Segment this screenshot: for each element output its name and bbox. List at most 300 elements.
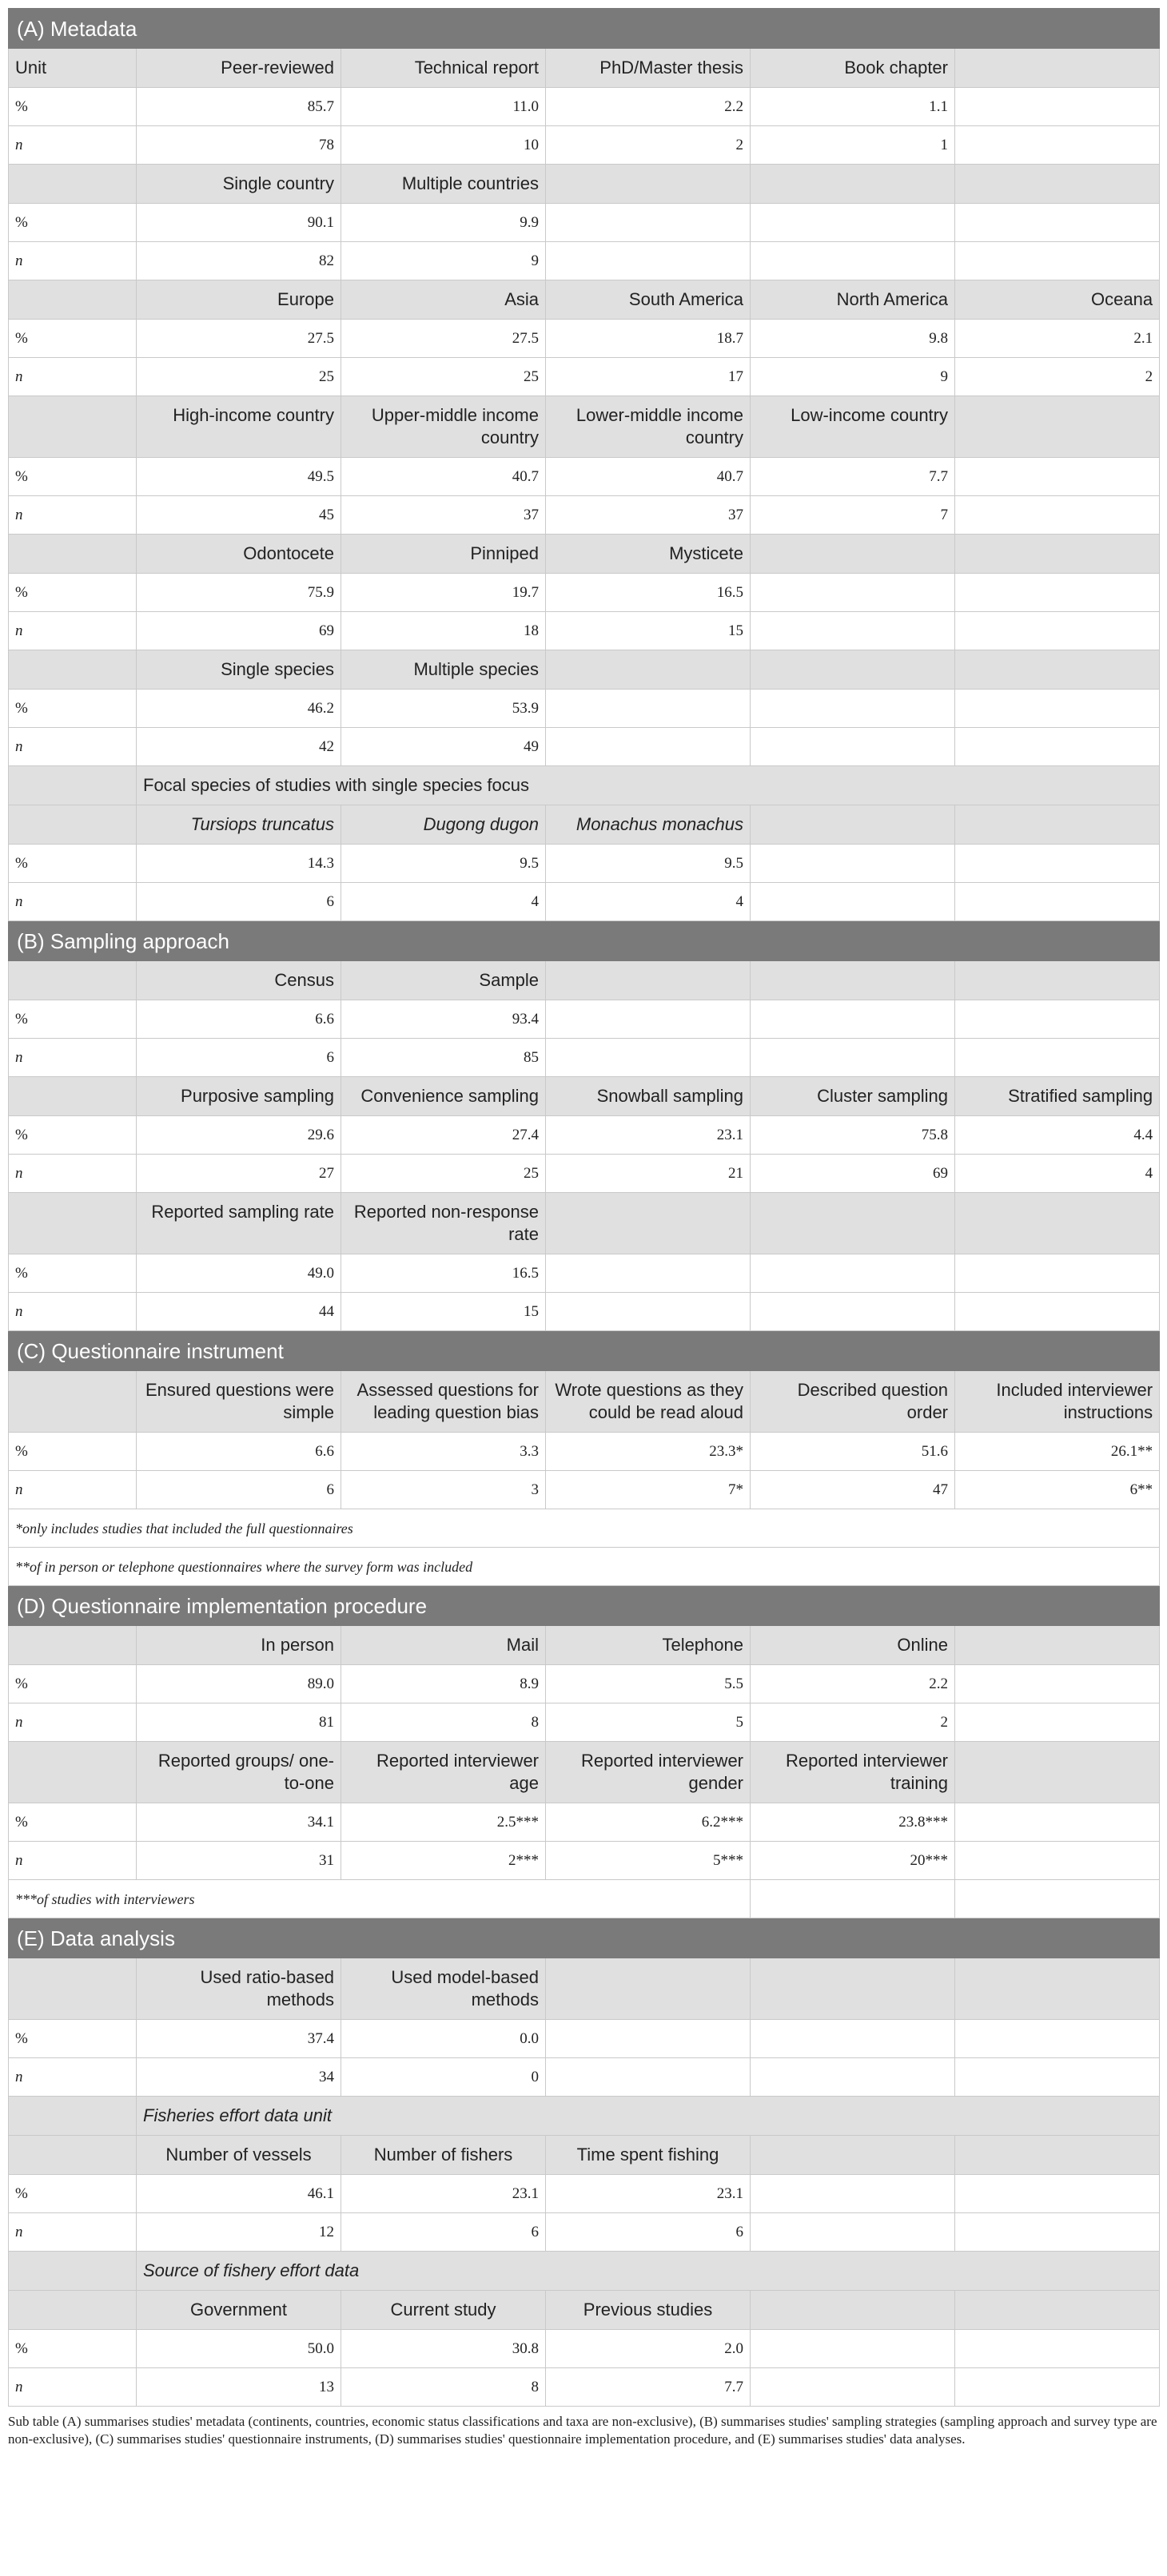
value-cell: 6.2*** [546, 1803, 751, 1842]
value-cell: 82 [137, 242, 341, 280]
header-cell: Stratified sampling [955, 1077, 1160, 1116]
value-cell: 0.0 [341, 2020, 546, 2058]
count-row [9, 1703, 1160, 1742]
value-cell: 7.7 [751, 458, 955, 496]
header-cell: Peer-reviewed [137, 49, 341, 88]
row-label: % [9, 1116, 137, 1155]
header-cell: Census [137, 961, 341, 1000]
value-cell [955, 2020, 1160, 2058]
value-cell [546, 728, 751, 766]
value-cell [955, 458, 1160, 496]
row-label: n [9, 2368, 137, 2407]
value-cell: 6 [546, 2213, 751, 2252]
value-cell: 46.2 [137, 690, 341, 728]
header-row-focal-species [9, 805, 1160, 845]
value-cell [955, 1842, 1160, 1880]
header-cell [751, 650, 955, 690]
row-label: n [9, 1703, 137, 1742]
row-label: % [9, 1254, 137, 1293]
header-cell: Reported interviewer training [751, 1742, 955, 1803]
value-cell: 49.0 [137, 1254, 341, 1293]
value-cell: 27.5 [137, 320, 341, 358]
row-label: % [9, 2175, 137, 2213]
value-cell: 49 [341, 728, 546, 766]
value-cell: 49.5 [137, 458, 341, 496]
value-cell [751, 612, 955, 650]
header-cell: Odontocete [137, 535, 341, 574]
value-cell [546, 1039, 751, 1077]
percent-row [9, 2330, 1160, 2368]
header-cell [546, 1193, 751, 1254]
header-cell: Oceana [955, 280, 1160, 320]
row-label: n [9, 1471, 137, 1509]
value-cell: 16.5 [341, 1254, 546, 1293]
value-cell: 6 [137, 883, 341, 921]
value-cell [955, 883, 1160, 921]
header-cell: Wrote questions as they could be read aloud [546, 1371, 751, 1433]
value-cell: 6 [341, 2213, 546, 2252]
percent-row [9, 574, 1160, 612]
subheading-focal-species [9, 766, 1160, 805]
value-cell: 2 [751, 1703, 955, 1742]
value-cell: 27 [137, 1155, 341, 1193]
value-cell: 20*** [751, 1842, 955, 1880]
value-cell: 15 [546, 612, 751, 650]
value-cell: 13 [137, 2368, 341, 2407]
row-label: % [9, 1803, 137, 1842]
value-cell: 2.0 [546, 2330, 751, 2368]
value-cell: 27.5 [341, 320, 546, 358]
row-label: n [9, 728, 137, 766]
count-row [9, 358, 1160, 396]
value-cell [546, 242, 751, 280]
header-cell: Reported sampling rate [137, 1193, 341, 1254]
header-cell [955, 805, 1160, 845]
row-label: % [9, 88, 137, 126]
subheading-effort-unit [9, 2097, 1160, 2136]
value-cell [751, 2213, 955, 2252]
header-cell: Tursiops truncatus [137, 805, 341, 845]
value-cell: 9.5 [341, 845, 546, 883]
percent-row [9, 1433, 1160, 1471]
header-row-publication-type [9, 49, 1160, 88]
value-cell: 2 [546, 126, 751, 165]
value-cell: 5 [546, 1703, 751, 1742]
footnote-row [9, 1880, 1160, 1918]
header-cell: Monachus monachus [546, 805, 751, 845]
row-label: n [9, 242, 137, 280]
header-cell: Asia [341, 280, 546, 320]
value-cell [751, 574, 955, 612]
header-cell [955, 535, 1160, 574]
value-cell: 15 [341, 1293, 546, 1331]
value-cell [751, 2175, 955, 2213]
value-cell [751, 204, 955, 242]
value-cell [751, 2020, 955, 2058]
percent-row [9, 1000, 1160, 1039]
header-cell: Mysticete [546, 535, 751, 574]
header-cell: Multiple countries [341, 165, 546, 204]
section-header-sampling: (B) Sampling approach [9, 921, 1160, 961]
value-cell: 11.0 [341, 88, 546, 126]
value-cell [751, 728, 955, 766]
value-cell: 2.2 [546, 88, 751, 126]
section-header-implementation: (D) Questionnaire implementation procedure [9, 1586, 1160, 1626]
header-cell [751, 805, 955, 845]
value-cell: 23.1 [341, 2175, 546, 2213]
value-cell [751, 1293, 955, 1331]
value-cell: 4 [955, 1155, 1160, 1193]
value-cell: 85 [341, 1039, 546, 1077]
value-cell [955, 2058, 1160, 2097]
summary-table [8, 8, 1160, 2407]
header-row-methods [9, 1958, 1160, 2020]
header-cell [751, 961, 955, 1000]
value-cell: 45 [137, 496, 341, 535]
value-cell: 37.4 [137, 2020, 341, 2058]
value-cell: 8 [341, 2368, 546, 2407]
header-cell [955, 165, 1160, 204]
header-cell [955, 1742, 1160, 1803]
row-label: % [9, 2020, 137, 2058]
count-row [9, 1842, 1160, 1880]
percent-row [9, 845, 1160, 883]
header-cell: Book chapter [751, 49, 955, 88]
header-cell: Technical report [341, 49, 546, 88]
header-cell: Single country [137, 165, 341, 204]
header-row-sampling-method [9, 1077, 1160, 1116]
header-cell [955, 2136, 1160, 2175]
row-label: n [9, 1842, 137, 1880]
value-cell: 5.5 [546, 1665, 751, 1703]
header-cell: Cluster sampling [751, 1077, 955, 1116]
header-cell [751, 2291, 955, 2330]
header-cell: Reported interviewer age [341, 1742, 546, 1803]
header-cell: Reported groups/ one-to-one [137, 1742, 341, 1803]
section-header-metadata: (A) Metadata [9, 9, 1160, 49]
value-cell [955, 690, 1160, 728]
value-cell: 8 [341, 1703, 546, 1742]
value-cell [751, 1254, 955, 1293]
value-cell [546, 204, 751, 242]
header-row-taxa [9, 535, 1160, 574]
header-cell [751, 165, 955, 204]
row-label: % [9, 2330, 137, 2368]
header-cell [751, 1958, 955, 2020]
row-label: % [9, 845, 137, 883]
value-cell: 75.8 [751, 1116, 955, 1155]
value-cell: 81 [137, 1703, 341, 1742]
value-cell [955, 2330, 1160, 2368]
row-label: n [9, 496, 137, 535]
header-row-reported-rates [9, 1193, 1160, 1254]
row-label: % [9, 1665, 137, 1703]
value-cell: 2.5*** [341, 1803, 546, 1842]
header-cell: Described question order [751, 1371, 955, 1433]
footnote: **of in person or telephone questionnaires where the survey form was included [9, 1548, 1160, 1586]
percent-row [9, 320, 1160, 358]
value-cell [751, 242, 955, 280]
header-cell: North America [751, 280, 955, 320]
value-cell: 1.1 [751, 88, 955, 126]
percent-row [9, 458, 1160, 496]
row-label: % [9, 574, 137, 612]
value-cell [955, 2213, 1160, 2252]
count-row [9, 1155, 1160, 1193]
percent-row [9, 1665, 1160, 1703]
value-cell [751, 2368, 955, 2407]
row-label: n [9, 883, 137, 921]
value-cell: 14.3 [137, 845, 341, 883]
value-cell: 2.1 [955, 320, 1160, 358]
header-cell: Europe [137, 280, 341, 320]
subheading-label: Source of fishery effort data [137, 2252, 1160, 2291]
header-cell: PhD/Master thesis [546, 49, 751, 88]
value-cell: 6** [955, 1471, 1160, 1509]
value-cell [546, 1254, 751, 1293]
header-cell [751, 535, 955, 574]
subheading-label: Fisheries effort data unit [137, 2097, 1160, 2136]
row-label: n [9, 2213, 137, 2252]
header-cell: High-income country [137, 396, 341, 458]
header-cell: Snowball sampling [546, 1077, 751, 1116]
header-row-instrument [9, 1371, 1160, 1433]
value-cell: 69 [137, 612, 341, 650]
header-row-census [9, 961, 1160, 1000]
value-cell [546, 1000, 751, 1039]
row-label: % [9, 204, 137, 242]
value-cell: 4.4 [955, 1116, 1160, 1155]
header-cell: Upper-middle income country [341, 396, 546, 458]
header-cell [955, 1958, 1160, 2020]
value-cell: 9.9 [341, 204, 546, 242]
row-label: n [9, 2058, 137, 2097]
header-cell: Reported interviewer gender [546, 1742, 751, 1803]
value-cell: 47 [751, 1471, 955, 1509]
value-cell [751, 845, 955, 883]
header-cell: Online [751, 1626, 955, 1665]
value-cell: 27.4 [341, 1116, 546, 1155]
percent-row [9, 690, 1160, 728]
subheading-effort-source [9, 2252, 1160, 2291]
value-cell: 40.7 [546, 458, 751, 496]
value-cell [955, 126, 1160, 165]
row-label: % [9, 690, 137, 728]
header-cell: Dugong dugon [341, 805, 546, 845]
value-cell: 6.6 [137, 1000, 341, 1039]
value-cell: 46.1 [137, 2175, 341, 2213]
value-cell: 25 [137, 358, 341, 396]
value-cell: 31 [137, 1842, 341, 1880]
value-cell: 78 [137, 126, 341, 165]
header-cell: Time spent fishing [546, 2136, 751, 2175]
percent-row [9, 1254, 1160, 1293]
value-cell [955, 574, 1160, 612]
count-row [9, 2368, 1160, 2407]
header-row-continent [9, 280, 1160, 320]
value-cell [955, 1803, 1160, 1842]
row-label: % [9, 1433, 137, 1471]
count-row [9, 1039, 1160, 1077]
unit-label: Unit [9, 49, 137, 88]
value-cell [955, 728, 1160, 766]
value-cell: 18 [341, 612, 546, 650]
header-row-income [9, 396, 1160, 458]
count-row [9, 496, 1160, 535]
value-cell: 85.7 [137, 88, 341, 126]
value-cell: 4 [546, 883, 751, 921]
header-cell: Reported non-response rate [341, 1193, 546, 1254]
count-row [9, 883, 1160, 921]
header-cell [955, 1193, 1160, 1254]
value-cell [955, 1665, 1160, 1703]
count-row [9, 2058, 1160, 2097]
value-cell: 2 [955, 358, 1160, 396]
header-cell: In person [137, 1626, 341, 1665]
header-cell [546, 650, 751, 690]
count-row [9, 2213, 1160, 2252]
header-cell: Pinniped [341, 535, 546, 574]
value-cell: 34 [137, 2058, 341, 2097]
value-cell: 6.6 [137, 1433, 341, 1471]
value-cell: 21 [546, 1155, 751, 1193]
header-cell: Telephone [546, 1626, 751, 1665]
header-cell: Used model-based methods [341, 1958, 546, 2020]
count-row [9, 728, 1160, 766]
value-cell: 37 [546, 496, 751, 535]
value-cell: 6 [137, 1471, 341, 1509]
header-cell: Sample [341, 961, 546, 1000]
value-cell: 53.9 [341, 690, 546, 728]
value-cell: 30.8 [341, 2330, 546, 2368]
footnote: ***of studies with interviewers [9, 1880, 751, 1918]
value-cell: 26.1** [955, 1433, 1160, 1471]
value-cell: 50.0 [137, 2330, 341, 2368]
header-cell: Convenience sampling [341, 1077, 546, 1116]
header-cell: Used ratio-based methods [137, 1958, 341, 2020]
header-cell [955, 650, 1160, 690]
value-cell: 2.2 [751, 1665, 955, 1703]
value-cell [955, 1293, 1160, 1331]
count-row [9, 1471, 1160, 1509]
value-cell [955, 204, 1160, 242]
header-cell [546, 961, 751, 1000]
value-cell [751, 883, 955, 921]
row-label: n [9, 1155, 137, 1193]
value-cell [751, 2330, 955, 2368]
value-cell: 16.5 [546, 574, 751, 612]
row-label: n [9, 358, 137, 396]
value-cell: 25 [341, 358, 546, 396]
count-row [9, 612, 1160, 650]
value-cell [955, 496, 1160, 535]
value-cell [546, 2020, 751, 2058]
value-cell: 9 [751, 358, 955, 396]
section-header-analysis: (E) Data analysis [9, 1918, 1160, 1958]
value-cell: 10 [341, 126, 546, 165]
header-cell: Ensured questions were simple [137, 1371, 341, 1433]
value-cell: 42 [137, 728, 341, 766]
header-cell: Included interviewer instructions [955, 1371, 1160, 1433]
value-cell [955, 1254, 1160, 1293]
value-cell: 3 [341, 1471, 546, 1509]
row-label: % [9, 458, 137, 496]
header-cell [546, 165, 751, 204]
header-cell: Current study [341, 2291, 546, 2330]
header-row-effort-source [9, 2291, 1160, 2330]
subheading-label: Focal species of studies with single species focus [137, 766, 1160, 805]
header-cell: Assessed questions for leading question bias [341, 1371, 546, 1433]
section-header-questionnaire: (C) Questionnaire instrument [9, 1331, 1160, 1371]
header-cell [955, 1626, 1160, 1665]
header-cell: Multiple species [341, 650, 546, 690]
value-cell: 29.6 [137, 1116, 341, 1155]
value-cell: 7 [751, 496, 955, 535]
header-cell: South America [546, 280, 751, 320]
percent-row [9, 1803, 1160, 1842]
percent-row [9, 204, 1160, 242]
value-cell: 44 [137, 1293, 341, 1331]
percent-row [9, 2175, 1160, 2213]
value-cell: 4 [341, 883, 546, 921]
count-row [9, 1293, 1160, 1331]
value-cell [751, 1039, 955, 1077]
value-cell: 23.1 [546, 1116, 751, 1155]
value-cell: 69 [751, 1155, 955, 1193]
header-cell [955, 396, 1160, 458]
header-cell [955, 49, 1160, 88]
value-cell: 18.7 [546, 320, 751, 358]
value-cell [751, 690, 955, 728]
row-label: % [9, 1000, 137, 1039]
header-cell [955, 2291, 1160, 2330]
count-row [9, 126, 1160, 165]
value-cell [955, 2175, 1160, 2213]
header-cell: Government [137, 2291, 341, 2330]
row-label: n [9, 612, 137, 650]
header-cell: Lower-middle income country [546, 396, 751, 458]
table-caption: Sub table (A) summarises studies' metadata (continents, countries, economic status classifications and taxa are non-exclusive), (B) summarises studies' sampling strategies (sampling approach and survey type are non-exclusive), (C) summarises studies' questionnaire instruments, (D) summarises studies' questionnaire implementation procedure, and (E) summarises studies' data analyses. [8, 2414, 1157, 2447]
header-cell: Number of fishers [341, 2136, 546, 2175]
row-label: n [9, 126, 137, 165]
value-cell: 8.9 [341, 1665, 546, 1703]
value-cell: 93.4 [341, 1000, 546, 1039]
value-cell: 23.1 [546, 2175, 751, 2213]
value-cell: 19.7 [341, 574, 546, 612]
value-cell: 9 [341, 242, 546, 280]
value-cell: 12 [137, 2213, 341, 2252]
value-cell: 23.8*** [751, 1803, 955, 1842]
value-cell [955, 242, 1160, 280]
percent-row [9, 88, 1160, 126]
value-cell [751, 1000, 955, 1039]
value-cell: 90.1 [137, 204, 341, 242]
footnote-row [9, 1548, 1160, 1586]
value-cell [955, 2368, 1160, 2407]
header-row-interviewer [9, 1742, 1160, 1803]
value-cell: 7.7 [546, 2368, 751, 2407]
header-row-country-count [9, 165, 1160, 204]
value-cell [955, 1703, 1160, 1742]
percent-row [9, 2020, 1160, 2058]
value-cell: 51.6 [751, 1433, 955, 1471]
header-cell [751, 2136, 955, 2175]
value-cell: 5*** [546, 1842, 751, 1880]
value-cell [546, 690, 751, 728]
value-cell: 37 [341, 496, 546, 535]
value-cell: 3.3 [341, 1433, 546, 1471]
footnote: *only includes studies that included the full questionnaires [9, 1509, 1160, 1548]
